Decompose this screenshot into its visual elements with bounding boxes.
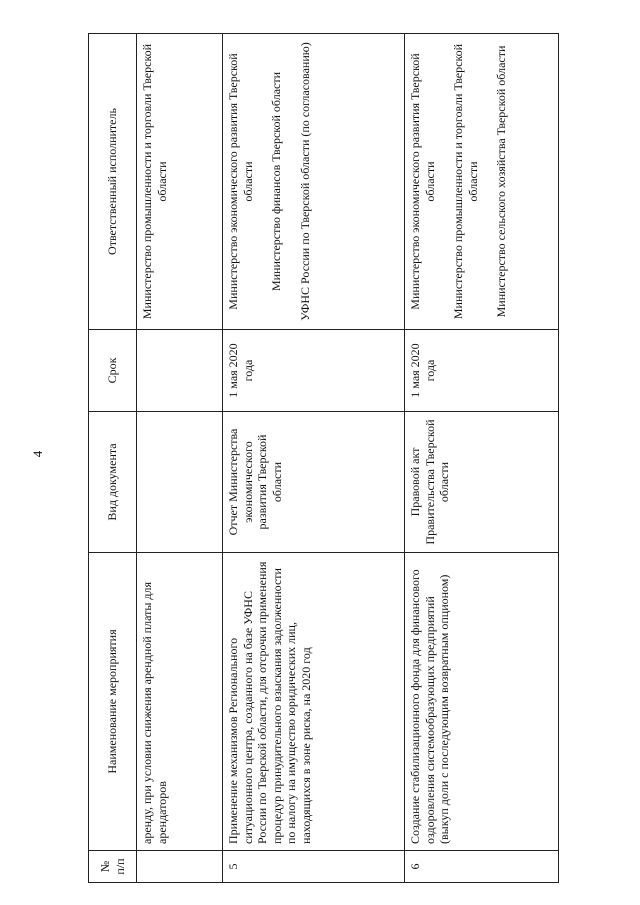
row-term: 1 мая 2020 года xyxy=(405,330,559,412)
row-name: аренду, при условии снижения арендной платы для арендаторов xyxy=(137,553,223,851)
executor-line: Министерство экономического развития Тверской области xyxy=(408,53,437,310)
row-name: Создание стабилизационного фонда для финансового оздоровления системообразующих предприятий (выкуп доли с последующим возвратным опционом) xyxy=(405,553,559,851)
row-num: 6 xyxy=(405,851,559,883)
executor-line: Министерство финансов Тверской области xyxy=(269,71,283,292)
table-header-row xyxy=(89,34,137,883)
executor-line: Министерство промышленности и торговли Тверской области xyxy=(451,43,480,320)
table-container xyxy=(88,34,558,883)
executor-line: Министерство экономического развития Тверской области xyxy=(226,53,255,310)
executor-line: Министерство сельского хозяйства Тверской области xyxy=(494,45,508,318)
row-term xyxy=(137,330,223,412)
table-row xyxy=(137,34,223,883)
header-exec: Ответственный исполнитель xyxy=(89,34,137,330)
table-row xyxy=(223,34,405,883)
header-term: Срок xyxy=(89,330,137,412)
row-exec xyxy=(405,34,559,330)
page-number: 4 xyxy=(30,450,45,458)
row-doc xyxy=(137,412,223,553)
header-doc: Вид документа xyxy=(89,412,137,553)
executor-line: УФНС России по Тверской области (по согласованию) xyxy=(297,42,312,321)
row-name: Применение механизмов Регионального ситуационного центра, созданного на базе УФНС России по Тверской области, для отсрочки применения процедур принудительного взыскания задолженности по налогу на имущество юридических лиц, находящихся в зоне риска, на 2020 год xyxy=(223,553,405,851)
row-num xyxy=(137,851,223,883)
row-doc: Правовой акт Правительства Тверской области xyxy=(405,412,559,553)
executor-line: Министерство промышленности и торговли Тверской области xyxy=(140,43,169,320)
measures-table xyxy=(88,33,559,883)
row-doc: Отчет Министерства экономического развития Тверской области xyxy=(223,412,405,553)
table-row xyxy=(405,34,559,883)
row-term: 1 мая 2020 года xyxy=(223,330,405,412)
header-name: Наименование мероприятия xyxy=(89,553,137,851)
row-exec xyxy=(223,34,405,330)
row-num: 5 xyxy=(223,851,405,883)
header-num: № п/п xyxy=(89,851,137,883)
row-exec xyxy=(137,34,223,330)
